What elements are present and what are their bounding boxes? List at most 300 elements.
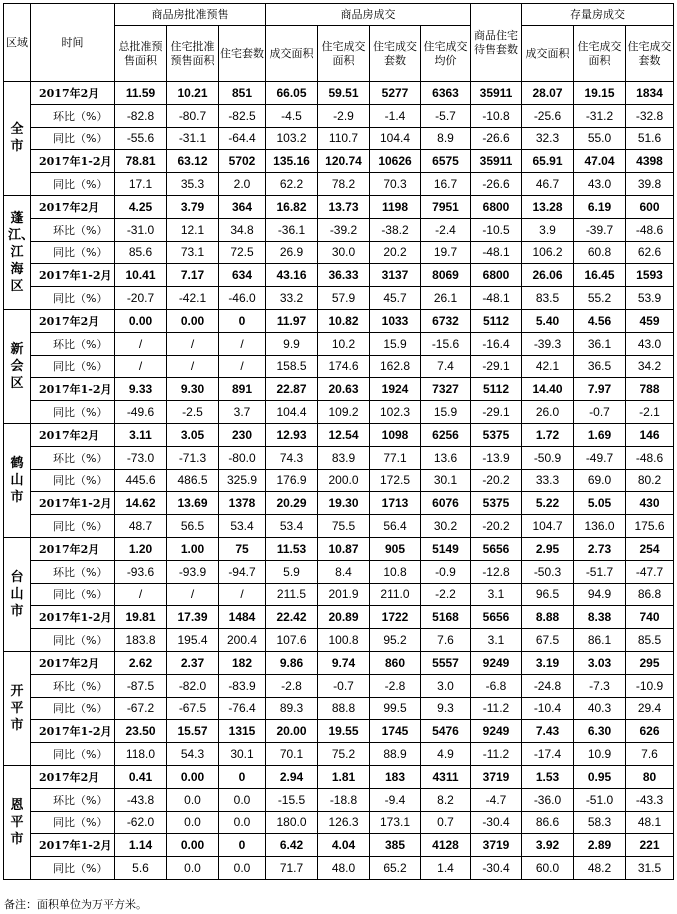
table-cell: 110.7 [318,127,370,150]
table-cell: 58.3 [574,811,626,834]
table-cell: 48.1 [626,811,674,834]
table-cell: 33.2 [266,287,318,310]
table-cell: 8.9 [421,127,471,150]
table-row [4,309,674,332]
table-cell: 1745 [370,720,421,743]
table-cell: -32.8 [626,104,674,127]
table-cell: 10.21 [167,82,219,105]
table-cell: 75.5 [318,515,370,538]
table-cell: 860 [370,651,421,674]
table-cell: 7.4 [421,355,471,378]
table-cell: -36.0 [522,788,574,811]
table-cell: -0.7 [318,674,370,697]
table-cell: 172.5 [370,469,421,492]
table-cell: 16.7 [421,173,471,196]
table-cell: 22.87 [266,378,318,401]
row-label: 2017年1-2月 [31,378,115,401]
table-cell: 1098 [370,423,421,446]
table-cell: 26.9 [266,241,318,264]
table-cell: -26.6 [471,173,522,196]
table-cell: 78.2 [318,173,370,196]
table-cell: 19.7 [421,241,471,264]
table-cell: 3.1 [471,583,522,606]
row-label: 同比（%） [31,241,115,264]
table-row [4,651,674,674]
table-cell: -18.8 [318,788,370,811]
table-cell: / [219,355,266,378]
table-cell: 17.1 [115,173,167,196]
row-label: 环比（%） [31,446,115,469]
table-cell: 47.04 [574,150,626,173]
table-cell: -0.7 [574,401,626,424]
table-cell: 42.1 [522,355,574,378]
table-cell: 12.1 [167,218,219,241]
table-cell: 20.63 [318,378,370,401]
table-cell: 4311 [421,765,471,788]
header-col: 成交面积 [266,26,318,82]
table-cell: -5.7 [421,104,471,127]
table-cell: 70.3 [370,173,421,196]
table-cell: 5.9 [266,560,318,583]
header-col: 住宅成交面积 [318,26,370,82]
table-cell: -25.6 [522,104,574,127]
table-cell: 201.9 [318,583,370,606]
table-cell: -43.8 [115,788,167,811]
table-cell: 62.6 [626,241,674,264]
table-cell: 2.89 [574,834,626,857]
table-cell: 180.0 [266,811,318,834]
table-cell: -94.7 [219,560,266,583]
table-cell: 5476 [421,720,471,743]
table-cell: 6800 [471,195,522,218]
table-cell: 104.7 [522,515,574,538]
table-cell: -26.6 [471,127,522,150]
table-cell: 126.3 [318,811,370,834]
row-label: 同比（%） [31,469,115,492]
table-cell: -36.1 [266,218,318,241]
table-cell: 14.62 [115,492,167,515]
table-cell: -80.0 [219,446,266,469]
table-cell: 65.91 [522,150,574,173]
table-cell: 3137 [370,264,421,287]
table-cell: 48.2 [574,857,626,880]
table-cell: 183.8 [115,629,167,652]
table-cell: 9.9 [266,332,318,355]
table-row [4,401,674,424]
table-row [4,720,674,743]
table-cell: 14.40 [522,378,574,401]
table-cell: / [219,332,266,355]
table-row [4,560,674,583]
table-cell: 15.57 [167,720,219,743]
table-cell: 96.5 [522,583,574,606]
table-cell: -1.4 [370,104,421,127]
table-cell: -80.7 [167,104,219,127]
table-cell: 54.3 [167,743,219,766]
table-cell: 30.2 [421,515,471,538]
table-cell: 39.8 [626,173,674,196]
table-cell: 364 [219,195,266,218]
table-cell: 211.0 [370,583,421,606]
row-label: 2017年2月 [31,537,115,560]
table-cell: 11.53 [266,537,318,560]
table-cell: 30.1 [421,469,471,492]
table-cell: 2.95 [522,537,574,560]
table-cell: 740 [626,606,674,629]
table-cell: 6575 [421,150,471,173]
table-cell: 33.3 [522,469,574,492]
table-cell: 73.1 [167,241,219,264]
table-cell: 9.3 [421,697,471,720]
table-cell: 7.17 [167,264,219,287]
table-cell: 0.00 [167,834,219,857]
table-cell: -13.9 [471,446,522,469]
table-cell: 80 [626,765,674,788]
table-cell: -16.4 [471,332,522,355]
table-cell: 3.92 [522,834,574,857]
table-body [4,82,674,880]
table-cell: -67.2 [115,697,167,720]
table-cell: 6732 [421,309,471,332]
table-cell: 36.33 [318,264,370,287]
table-cell: 6.42 [266,834,318,857]
row-label: 2017年2月 [31,765,115,788]
table-cell: 89.3 [266,697,318,720]
table-cell: 0.0 [167,857,219,880]
table-cell: 4.56 [574,309,626,332]
table-cell: 1033 [370,309,421,332]
table-cell: 9.86 [266,651,318,674]
table-row [4,127,674,150]
table-row [4,218,674,241]
row-label: 同比（%） [31,743,115,766]
table-cell: 60.0 [522,857,574,880]
region-name: 全市 [4,82,31,196]
table-cell: 0.00 [115,309,167,332]
row-label: 同比（%） [31,287,115,310]
table-row [4,629,674,652]
region-name: 开平市 [4,651,31,765]
table-cell: 7.6 [421,629,471,652]
table-cell: 5112 [471,378,522,401]
table-cell: 195.4 [167,629,219,652]
table-row [4,423,674,446]
table-cell: -9.4 [370,788,421,811]
table-cell: 66.05 [266,82,318,105]
table-cell: 34.8 [219,218,266,241]
table-cell: 67.5 [522,629,574,652]
table-cell: 10.9 [574,743,626,766]
table-cell: 459 [626,309,674,332]
row-label: 2017年1-2月 [31,264,115,287]
row-label: 2017年1-2月 [31,150,115,173]
table-cell: 200.4 [219,629,266,652]
table-cell: 15.9 [421,401,471,424]
table-cell: 102.3 [370,401,421,424]
table-cell: 9.30 [167,378,219,401]
table-cell: 4398 [626,150,674,173]
table-cell: -31.0 [115,218,167,241]
table-cell: 5702 [219,150,266,173]
housing-stats-table [3,3,674,880]
table-cell: 3.03 [574,651,626,674]
table-cell: -51.7 [574,560,626,583]
table-cell: 1.69 [574,423,626,446]
table-row [4,515,674,538]
table-cell: 430 [626,492,674,515]
table-cell: 2.37 [167,651,219,674]
table-cell: 1.00 [167,537,219,560]
table-cell: -48.1 [471,241,522,264]
table-cell: 46.7 [522,173,574,196]
table-cell: / [115,355,167,378]
table-cell: 3.79 [167,195,219,218]
table-cell: 10.2 [318,332,370,355]
table-cell: 211.5 [266,583,318,606]
row-label: 环比（%） [31,560,115,583]
table-cell: 2.94 [266,765,318,788]
table-cell: 851 [219,82,266,105]
table-cell: -30.4 [471,811,522,834]
table-cell: 0.0 [219,857,266,880]
table-cell: -67.5 [167,697,219,720]
table-cell: 103.2 [266,127,318,150]
table-cell: 5.22 [522,492,574,515]
table-cell: 1834 [626,82,674,105]
table-cell: 4.25 [115,195,167,218]
row-label: 2017年1-2月 [31,492,115,515]
table-cell: 0 [219,834,266,857]
table-cell: -15.5 [266,788,318,811]
table-cell: 230 [219,423,266,446]
table-cell: 5168 [421,606,471,629]
table-cell: 5375 [471,423,522,446]
row-label: 2017年1-2月 [31,606,115,629]
header-group-stock: 存量房成交 [522,4,674,26]
table-cell: -73.0 [115,446,167,469]
table-cell: 23.50 [115,720,167,743]
table-cell: 2.62 [115,651,167,674]
table-cell: 10.87 [318,537,370,560]
table-cell: 20.00 [266,720,318,743]
table-row [4,697,674,720]
table-cell: -11.2 [471,697,522,720]
table-cell: 1.53 [522,765,574,788]
header-region: 区域 [4,4,31,82]
header-time: 时间 [31,4,115,82]
table-cell: 13.69 [167,492,219,515]
table-cell: 75.2 [318,743,370,766]
header-col: 住宅成交套数 [626,26,674,82]
table-cell: -39.7 [574,218,626,241]
table-cell: -15.6 [421,332,471,355]
header-col: 成交面积 [522,26,574,82]
table-cell: / [115,583,167,606]
table-cell: 1315 [219,720,266,743]
table-cell: 200.0 [318,469,370,492]
table-cell: 7.6 [626,743,674,766]
table-cell: -4.5 [266,104,318,127]
table-cell: 20.29 [266,492,318,515]
row-label: 环比（%） [31,218,115,241]
table-cell: 5112 [471,309,522,332]
region-name: 蓬江、江海区 [4,195,31,309]
table-cell: -10.5 [471,218,522,241]
table-cell: 221 [626,834,674,857]
header-col: 住宅套数 [219,26,266,82]
table-cell: 19.30 [318,492,370,515]
table-cell: -83.9 [219,674,266,697]
table-cell: 146 [626,423,674,446]
table-cell: 70.1 [266,743,318,766]
table-cell: -17.4 [522,743,574,766]
table-cell: -10.9 [626,674,674,697]
row-label: 环比（%） [31,104,115,127]
table-cell: 104.4 [266,401,318,424]
table-cell: 6800 [471,264,522,287]
table-row [4,195,674,218]
table-cell: 3719 [471,834,522,857]
table-cell: 486.5 [167,469,219,492]
table-cell: 29.4 [626,697,674,720]
table-cell: -38.2 [370,218,421,241]
table-cell: 1.14 [115,834,167,857]
row-label: 同比（%） [31,857,115,880]
table-cell: 35911 [471,82,522,105]
table-cell: -71.3 [167,446,219,469]
table-cell: 3.11 [115,423,167,446]
table-cell: 135.16 [266,150,318,173]
table-cell: -31.2 [574,104,626,127]
footnote: 备注：面积单位为万平方米。 [4,898,147,911]
header-col: 住宅成交面积 [574,26,626,82]
table-cell: 8.88 [522,606,574,629]
table-cell: 20.89 [318,606,370,629]
table-cell: 1484 [219,606,266,629]
table-cell: -0.9 [421,560,471,583]
table-cell: 7.97 [574,378,626,401]
table-cell: 12.93 [266,423,318,446]
table-cell: 162.8 [370,355,421,378]
table-cell: 86.1 [574,629,626,652]
row-label: 2017年1-2月 [31,834,115,857]
table-cell: 16.82 [266,195,318,218]
table-cell: 88.9 [370,743,421,766]
table-cell: 19.15 [574,82,626,105]
table-cell: 1198 [370,195,421,218]
table-cell: 12.54 [318,423,370,446]
row-label: 同比（%） [31,127,115,150]
row-label: 2017年2月 [31,309,115,332]
row-label: 2017年2月 [31,82,115,105]
table-row [4,674,674,697]
table-cell: 6076 [421,492,471,515]
table-cell: 26.06 [522,264,574,287]
table-cell: 136.0 [574,515,626,538]
table-cell: -47.7 [626,560,674,583]
row-label: 同比（%） [31,355,115,378]
table-cell: 72.5 [219,241,266,264]
table-cell: -49.7 [574,446,626,469]
table-cell: -48.6 [626,218,674,241]
table-cell: 174.6 [318,355,370,378]
table-cell: 2.0 [219,173,266,196]
table-cell: 13.73 [318,195,370,218]
table-cell: 43.0 [574,173,626,196]
table-cell: -2.8 [370,674,421,697]
table-cell: -20.7 [115,287,167,310]
row-label: 2017年1-2月 [31,720,115,743]
table-cell: 99.5 [370,697,421,720]
table-cell: 9.33 [115,378,167,401]
table-cell: 69.0 [574,469,626,492]
table-cell: -10.4 [522,697,574,720]
row-label: 同比（%） [31,811,115,834]
header-unsold-units: 商品住宅待售套数 [471,4,522,82]
row-label: 同比（%） [31,697,115,720]
table-cell: 445.6 [115,469,167,492]
table-cell: 107.6 [266,629,318,652]
table-cell: 13.6 [421,446,471,469]
table-cell: 5557 [421,651,471,674]
table-cell: 17.39 [167,606,219,629]
table-cell: -2.5 [167,401,219,424]
table-cell: 325.9 [219,469,266,492]
table-cell: 36.1 [574,332,626,355]
table-cell: -2.2 [421,583,471,606]
table-cell: -64.4 [219,127,266,150]
row-label: 2017年2月 [31,651,115,674]
table-cell: -4.7 [471,788,522,811]
table-cell: 0 [219,765,266,788]
table-cell: 13.28 [522,195,574,218]
table-cell: 7951 [421,195,471,218]
table-cell: 9249 [471,720,522,743]
table-cell: 31.5 [626,857,674,880]
table-cell: 109.2 [318,401,370,424]
table-row [4,765,674,788]
table-cell: 100.8 [318,629,370,652]
table-cell: 74.3 [266,446,318,469]
table-cell: 4.9 [421,743,471,766]
table-cell: -30.4 [471,857,522,880]
header-group-presale: 商品房批准预售 [115,4,266,26]
table-cell: 0 [219,309,266,332]
table-cell: 8.38 [574,606,626,629]
table-cell: 104.4 [370,127,421,150]
table-cell: -31.1 [167,127,219,150]
row-label: 同比（%） [31,173,115,196]
table-cell: 176.9 [266,469,318,492]
table-cell: 45.7 [370,287,421,310]
table-cell: 83.5 [522,287,574,310]
table-cell: 5277 [370,82,421,105]
table-cell: 56.5 [167,515,219,538]
region-name: 新会区 [4,309,31,423]
table-cell: 385 [370,834,421,857]
table-row [4,583,674,606]
table-cell: -43.3 [626,788,674,811]
table-cell: 26.0 [522,401,574,424]
table-cell: 0.7 [421,811,471,834]
table-cell: / [167,583,219,606]
table-cell: -48.1 [471,287,522,310]
table-cell: -50.9 [522,446,574,469]
table-cell: 1.4 [421,857,471,880]
table-cell: 16.45 [574,264,626,287]
table-cell: 60.8 [574,241,626,264]
table-cell: 1.81 [318,765,370,788]
